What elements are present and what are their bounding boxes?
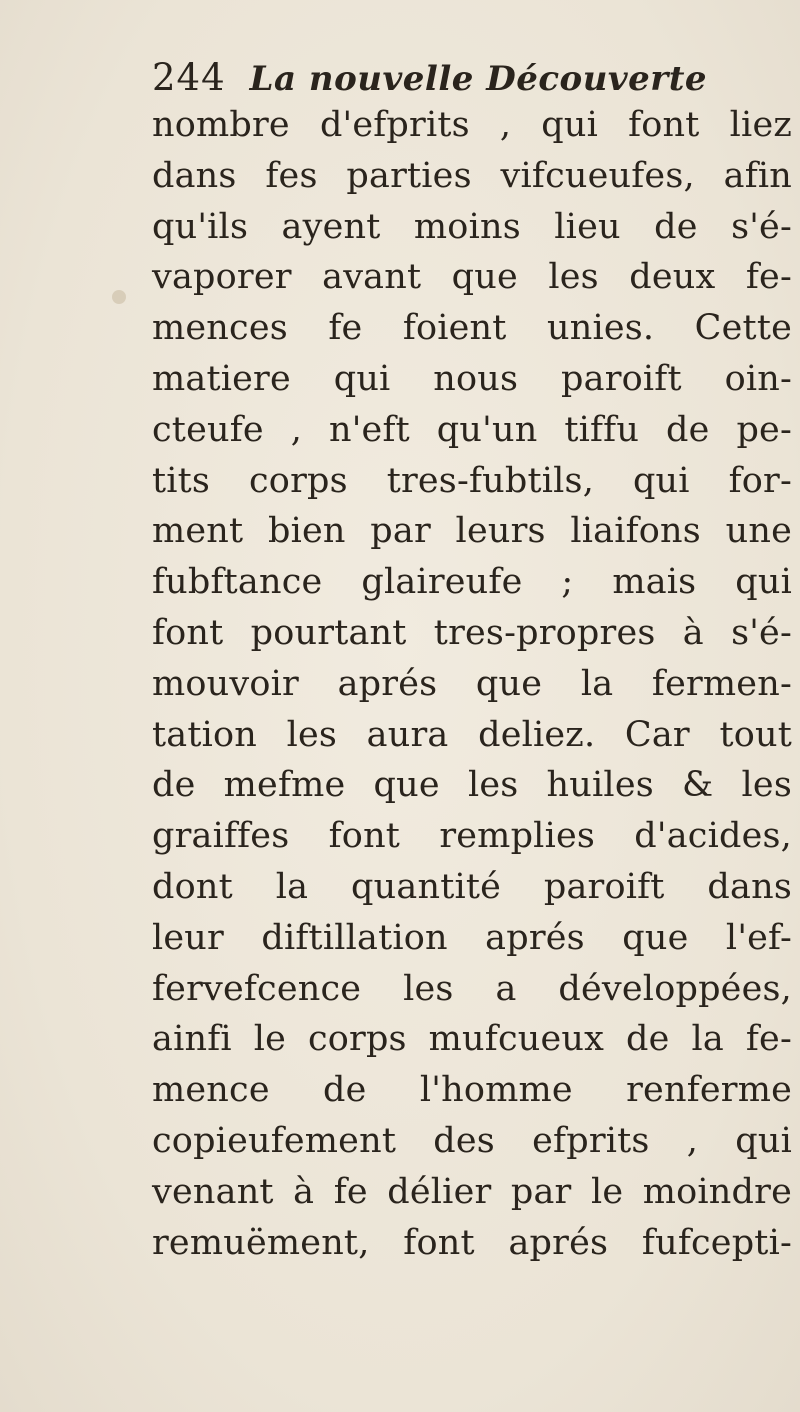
text-line: remuëment, font aprés fufcepti-: [152, 1222, 792, 1263]
text-line: font pourtant tres-propres à s'é-: [152, 612, 792, 653]
text-line: dont la quantité paroift dans: [152, 866, 792, 907]
text-line: de mefme que les huiles & les: [152, 765, 792, 806]
text-line: tation les aura deliez. Car tout: [152, 714, 792, 755]
text-line: leur diftillation aprés que l'ef-: [152, 917, 792, 958]
running-title: La nouvelle Découverte: [249, 59, 708, 99]
text-line: fubftance glaireufe ; mais qui: [152, 562, 792, 603]
text-line: matiere qui nous paroift oin-: [152, 358, 792, 399]
text-line: ment bien par leurs liaifons une: [152, 511, 792, 552]
text-line: cteufe , n'eft qu'un tiffu de pe-: [152, 409, 792, 450]
text-line: graiffes font remplies d'acides,: [152, 816, 792, 857]
text-line: dans fes parties vifcueufes, afin: [152, 155, 792, 196]
page-number: 244: [152, 56, 226, 99]
text-line: copieufement des efprits , qui: [152, 1120, 792, 1161]
text-line: tits corps tres-fubtils, qui for-: [152, 460, 792, 501]
text-line: ainfi le corps mufcueux de la fe-: [152, 1019, 792, 1060]
text-line: mouvoir aprés que la fermen-: [152, 663, 792, 704]
text-line: qu'ils ayent moins lieu de s'é-: [152, 206, 792, 247]
body-text: [152, 100, 792, 1268]
text-line: mence de l'homme renferme: [152, 1070, 792, 1111]
paper-stain: [112, 290, 126, 304]
text-line: vaporer avant que les deux fe-: [152, 257, 792, 298]
text-line: venant à fe délier par le moindre: [152, 1171, 792, 1212]
page-header: [152, 56, 707, 106]
text-line: nombre d'efprits , qui font liez: [152, 105, 792, 145]
text-line: mences fe foient unies. Cette: [152, 308, 792, 349]
text-line: fervefcence les a développées,: [152, 968, 792, 1009]
